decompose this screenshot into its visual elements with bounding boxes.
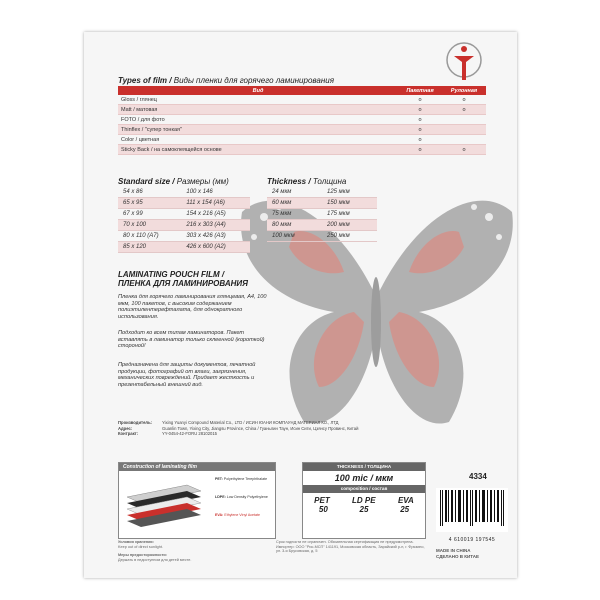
product-description: Пленка для горячего ламинирования глянцевая, А4, 100 мкм, 100 пакетов, с высоким содержанием полиэтилентерефталата, для однократного использования. [118, 294, 267, 320]
film-layers-icon [123, 477, 203, 533]
composition-header: composition / состав [303, 485, 425, 493]
thickness-value: 100 mic / мкм [334, 473, 394, 483]
types-header-pouch: Пакетная [398, 86, 442, 95]
thickness-header: THICKNESS / ТОЛЩИНА [303, 463, 425, 471]
composition-materials: PET LD PE EVA [314, 496, 414, 505]
barcode-icon [436, 488, 508, 532]
thickness-title: Thickness / Толщина [267, 177, 347, 186]
brand-logo-icon [444, 40, 484, 90]
construction-title: Construction of laminating film [119, 463, 275, 471]
table-row: Matt / матовая o o [118, 105, 486, 115]
table-row: Gloss / глянец o o [118, 95, 486, 105]
table-row: FOTO / для фото o [118, 115, 486, 125]
table-row: 85 x 120 426 x 600 (A2) [118, 242, 250, 253]
types-header-kind: Вид [118, 86, 398, 95]
composition-values: 50 25 25 [318, 505, 410, 514]
importer-note: Срок годности не ограничен. Обязательная сертификация не предусмотрена. Импортер: ООО "Рис-МСП" 141191, Московская область, Зарайский р-н, г. Фрязино, ул. 3-я Брусовская, д. 5 [276, 540, 425, 554]
table-row: 80 мкм 200 мкм [267, 220, 377, 231]
table-row: 67 x 99 154 x 216 (A5) [118, 209, 250, 220]
table-row: 60 мкм 150 мкм [267, 198, 377, 209]
table-row: 54 x 86 100 x 146 [118, 187, 250, 198]
origin-label: MADE IN CHINA СДЕЛАНО В КИТАЕ [436, 548, 480, 559]
sizes-title: Standard size / Размеры (мм) [118, 177, 229, 186]
barcode [436, 488, 508, 542]
layer-label-ldpe: LDPE: Low Density Polyethylene [215, 495, 268, 499]
table-row: Color / цветная o [118, 135, 486, 145]
table-row: Thinflex / "супер тонкая" o [118, 125, 486, 135]
table-row: Sticky Back / на самоклеящейся основе o o [118, 145, 486, 155]
table-row: 70 x 100 216 x 303 (A4) [118, 220, 250, 231]
types-header-roll: Рулонная [442, 86, 486, 95]
product-purpose: Предназначена для защиты документов, печатной продукции, фотографий от влаги, загрязнения, механических повреждений. Придает жесткость и презентабельный внешний вид. [118, 362, 256, 388]
film-types-table [118, 86, 486, 155]
layer-label-eva: EVA: Ethylene Vinyl Acetate [215, 513, 261, 517]
table-row: 100 мкм 250 мкм [267, 231, 377, 242]
table-row: 80 x 110 (A7) 303 x 426 (A3) [118, 231, 250, 242]
standard-size-table [118, 187, 250, 253]
table-row: 24 мкм 125 мкм [267, 187, 377, 198]
manufacturer-info: Производитель: Yixing Yuanyi Compound Material Co., LTD / ИСИН ЮАНИ КОМПАУНД МАТЕРИАЛ КО., ЛТД Адрес: Guanlin Town, Yixing City, Jiangsu Province, China / Гуаньлин Таун, Исин Сити, Цзянсу Провинс, Китай Контракт: YY-0454-42-FORU 28102015 [118, 420, 359, 437]
thickness-table [267, 187, 377, 242]
spec-box [302, 462, 426, 539]
barcode-digits: 4 610019 197545 [448, 537, 496, 543]
product-title: LAMINATING POUCH FILM / ПЛЕНКА ДЛЯ ЛАМИНИРОВАНИЯ [118, 270, 249, 288]
table-row: 75 мкм 175 мкм [267, 209, 377, 220]
storage-note: Условия хранения: Keep out of direct sunlight. Меры предосторожности: Держать в недоступном для детей месте. [118, 540, 192, 562]
product-compatibility: Подходит ко всем типам ламинаторов. Пакет вставлять в ламинатор только склеенной (короткой) стороной! [118, 330, 265, 350]
product-sheet [84, 32, 517, 578]
product-code: 4334 [469, 472, 487, 481]
construction-box [118, 462, 276, 539]
types-title: Types of film / Виды пленки для горячего ламинирования [118, 76, 334, 85]
layer-label-pet: PET: Polyethylene Terephthalate [215, 477, 268, 481]
table-row: 65 x 95 111 x 154 (A6) [118, 198, 250, 209]
